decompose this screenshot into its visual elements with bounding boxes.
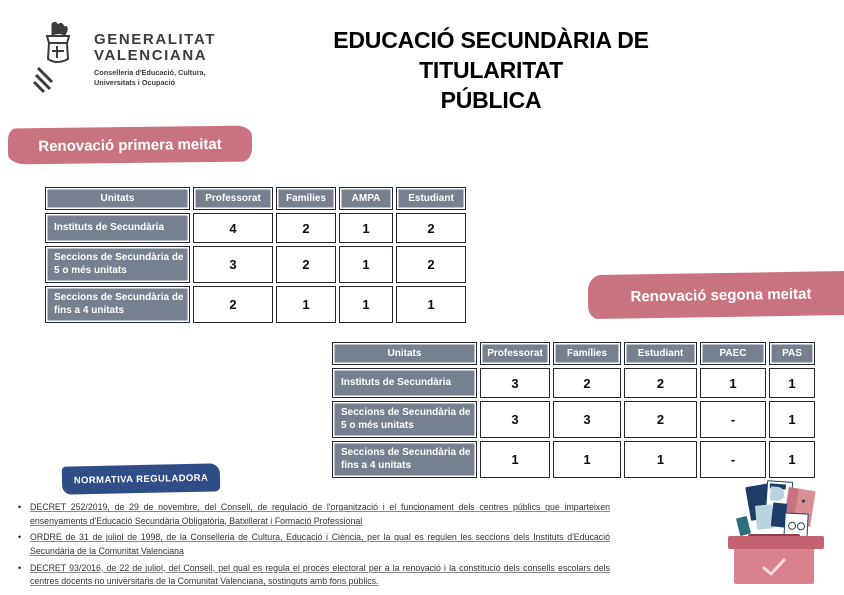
page-title-line2: PÚBLICA	[440, 86, 542, 113]
brand-name-line1: GENERALITAT	[94, 31, 217, 48]
banner-renovacio-segona-meitat	[588, 271, 844, 319]
value-cell: 1	[339, 213, 393, 243]
value-cell: 2	[624, 368, 697, 398]
value-cell: 1	[769, 368, 815, 398]
value-cell: 1	[624, 441, 697, 478]
value-cell: 3	[480, 401, 550, 438]
normativa-item	[16, 501, 610, 528]
banner-label: Renovació primera meitat	[38, 135, 222, 155]
table-renovacio-segona	[329, 339, 818, 481]
value-cell: 2	[396, 213, 466, 243]
row-label: Instituts de Secundària	[45, 213, 190, 243]
column-header: Unitats	[45, 187, 190, 210]
column-header: Professorat	[480, 342, 550, 365]
column-header: Estudiant	[624, 342, 697, 365]
table-header-row	[332, 342, 815, 365]
value-cell: 1	[553, 441, 621, 478]
normativa-item	[16, 562, 610, 589]
page-title	[268, 26, 714, 116]
value-cell: 2	[276, 246, 336, 283]
row-label: Seccions de Secundària de 5 o més unitats	[45, 246, 190, 283]
row-label: Seccions de Secundària de 5 o més unitats	[332, 401, 477, 438]
generalitat-logo	[30, 20, 216, 94]
table-row	[45, 286, 466, 323]
value-cell: 1	[700, 368, 766, 398]
banner-label: NORMATIVA REGULADORA	[73, 472, 209, 486]
column-header: Professorat	[193, 187, 273, 210]
department-line1: Conselleria d'Educació, Cultura,	[94, 68, 206, 78]
normativa-link[interactable]: DECRET 93/2016, de 22 de juliol, del Consell, pel qual es regula el procés electoral per a la renovació i la constitució dels consells escolars dels centres docents no universitaris de la Comunitat Valenciana, sostinguts amb fons públics.	[30, 562, 610, 587]
value-cell: 1	[769, 441, 815, 478]
banner-renovacio-primera-meitat	[8, 126, 252, 165]
value-cell: 3	[553, 401, 621, 438]
row-label: Seccions de Secundària de fins a 4 unitats	[332, 441, 477, 478]
value-cell: 1	[769, 401, 815, 438]
row-label: Seccions de Secundària de fins a 4 unitats	[45, 286, 190, 323]
column-header: Famílies	[553, 342, 621, 365]
value-cell: 3	[193, 246, 273, 283]
column-header: Unitats	[332, 342, 477, 365]
value-cell: 2	[396, 246, 466, 283]
column-header: Famílies	[276, 187, 336, 210]
value-cell: 1	[480, 441, 550, 478]
value-cell: 1	[396, 286, 466, 323]
value-cell: 1	[339, 246, 393, 283]
table-header-row	[45, 187, 466, 210]
value-cell: -	[700, 441, 766, 478]
value-cell: -	[700, 401, 766, 438]
value-cell: 2	[553, 368, 621, 398]
table-row	[45, 213, 466, 243]
normativa-link[interactable]: DECRET 252/2019, de 29 de novembre, del Consell, de regulació de l'organització i el funcionament dels centres públics que imparteixen ensenyaments d'Educació Secundària Obligatòria, Batxillerat i Formació Professional	[30, 502, 610, 526]
row-label: Instituts de Secundària	[332, 368, 477, 398]
table-row	[332, 401, 815, 438]
table-renovacio-primera	[42, 184, 469, 326]
column-header: PAS	[769, 342, 815, 365]
value-cell: 2	[276, 213, 336, 243]
ballot-box-icon	[726, 479, 838, 591]
normativa-link[interactable]: ORDRE de 31 de juliol de 1998, de la Conselleria de Cultura, Educació i Ciència, per la qual es regulen les seccions dels Instituts d'Educació Secundària de la Comunitat Valenciana	[30, 532, 610, 556]
generalitat-valenciana-crest-icon	[30, 20, 86, 94]
table-row	[45, 246, 466, 283]
table-row	[332, 441, 815, 478]
value-cell: 1	[276, 286, 336, 323]
value-cell: 1	[339, 286, 393, 323]
checkmark-icon	[760, 557, 788, 577]
brand-name-line2: VALENCIANA	[94, 47, 208, 65]
table-row	[332, 368, 815, 398]
column-header: AMPA	[339, 187, 393, 210]
ballot-lid	[728, 536, 824, 549]
value-cell: 3	[480, 368, 550, 398]
value-cell: 2	[193, 286, 273, 323]
normativa-list	[16, 501, 610, 592]
ballot-front	[734, 549, 814, 584]
value-cell: 2	[624, 401, 697, 438]
page-title-line1: EDUCACIÓ SECUNDÀRIA DE TITULARITAT	[333, 27, 649, 83]
column-header: Estudiant	[396, 187, 466, 210]
value-cell: 4	[193, 213, 273, 243]
column-header: PAEC	[700, 342, 766, 365]
normativa-item	[16, 531, 610, 558]
banner-label: Renovació segona meitat	[630, 285, 812, 305]
banner-normativa-reguladora	[62, 463, 221, 494]
department-line2: Universitats i Ocupació	[94, 78, 176, 88]
